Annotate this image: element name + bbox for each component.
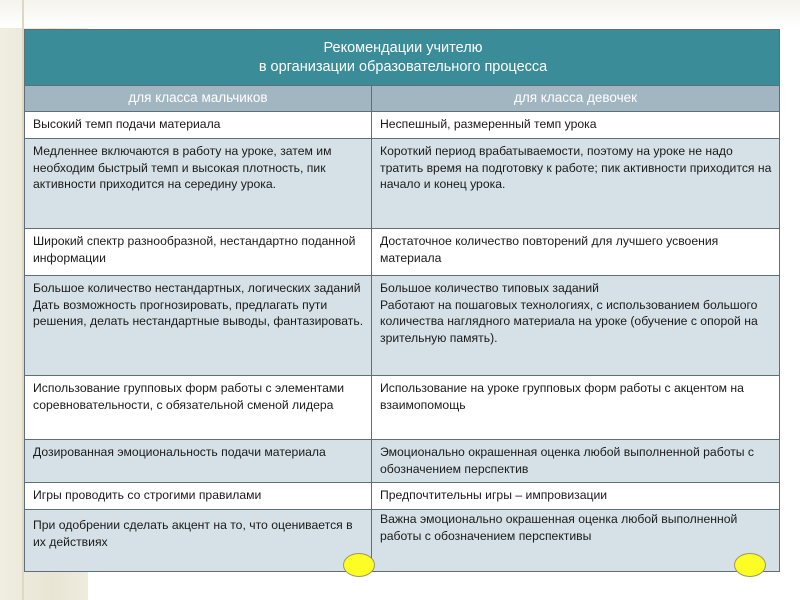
cell-girls: Важна эмоционально окрашенная оценка любой выполненной работы с обозначением перспективы bbox=[372, 510, 780, 572]
table-title-row bbox=[25, 30, 780, 86]
table-row bbox=[25, 510, 780, 572]
cell-girls: Использование на уроке групповых форм работы с акцентом на взаимопомощь bbox=[372, 376, 780, 440]
column-header-girls: для класса девочек bbox=[372, 86, 780, 112]
cell-boys: Большое количество нестандартных, логических заданий Дать возможность прогнозировать, предлагать пути решения, делать нестандартные выводы, фантазировать. bbox=[25, 276, 372, 376]
recommendations-table bbox=[24, 29, 780, 572]
cell-boys: Использование групповых форм работы с элементами соревновательности, с обязательной сменой лидера bbox=[25, 376, 372, 440]
cell-girls: Короткий период врабатываемости, поэтому на уроке не надо тратить время на подготовку к работе; пик активности приходится на начало и конец урока. bbox=[372, 139, 780, 229]
cell-girls: Большое количество типовых заданий Работают на пошаговых технологиях, с использованием большого количества наглядного материала на уроке (обучение с опорой на зрительную память). bbox=[372, 276, 780, 376]
slide-background-top-strip bbox=[0, 0, 800, 28]
cell-girls: Эмоционально окрашенная оценка любой выполненной работы с обозначением перспектив bbox=[372, 440, 780, 483]
column-header-row bbox=[25, 86, 780, 112]
cell-girls: Неспешный, размеренный темп урока bbox=[372, 112, 780, 139]
table-row bbox=[25, 229, 780, 276]
cell-girls: Предпочтительны игры – импровизации bbox=[372, 483, 780, 510]
cell-boys: Дозированная эмоциональность подачи материала bbox=[25, 440, 372, 483]
cell-boys: Игры проводить со строгими правилами bbox=[25, 483, 372, 510]
column-header-boys: для класса мальчиков bbox=[25, 86, 372, 112]
yellow-circle-marker-left bbox=[343, 553, 375, 577]
table-row bbox=[25, 440, 780, 483]
cell-boys: При одобрении сделать акцент на то, что оценивается в их действиях bbox=[25, 510, 372, 572]
table-title-line-1: Рекомендации учителю bbox=[323, 40, 483, 56]
cell-girls: Достаточное количество повторений для лучшего усвоения материала bbox=[372, 229, 780, 276]
table-row bbox=[25, 483, 780, 510]
table-row bbox=[25, 139, 780, 229]
table-row bbox=[25, 276, 780, 376]
yellow-circle-marker-right bbox=[734, 553, 766, 577]
table-title bbox=[25, 30, 780, 86]
table-title-line-2: в организации образовательного процесса bbox=[258, 59, 548, 75]
table-row bbox=[25, 112, 780, 139]
cell-boys: Медленнее включаются в работу на уроке, затем им необходим быстрый темп и высокая плотность, пик активности приходится на середину урока. bbox=[25, 139, 372, 229]
cell-boys: Широкий спектр разнообразной, нестандартно поданной информации bbox=[25, 229, 372, 276]
table-row bbox=[25, 376, 780, 440]
cell-boys: Высокий темп подачи материала bbox=[25, 112, 372, 139]
